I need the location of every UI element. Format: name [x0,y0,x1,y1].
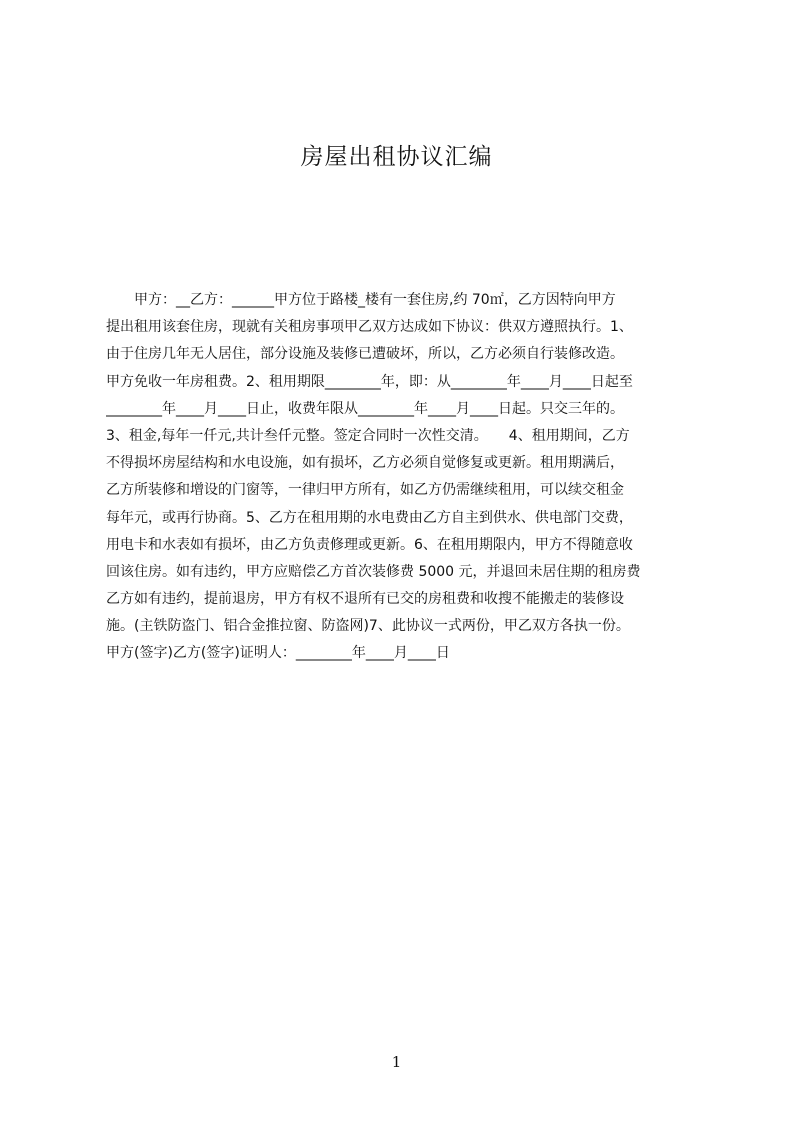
body-line: 回该住房。如有违约，甲方应赔偿乙方首次装修费 5000 元，并退回未居住期的租房费 [106,563,641,580]
body-line: ________年____月____日止，收费年限从________年____月____日起。只交三年的。 [106,400,624,417]
body-line: 甲方免收一年房租费。2、租用期限________年，即：从________年____月____日起至 [106,373,633,390]
body-line: 不得损坏房屋结构和水电设施，如有损坏，乙方必须自觉修复或更新。租用期满后， [106,455,624,472]
body-line: 由于住房几年无人居住，部分设施及装修已遭破坏，所以，乙方必须自行装修改造。 [106,346,624,363]
body-line: 施。(主铁防盗门、铝合金推拉窗、防盗网)7、此协议一式两份，甲乙双方各执一份。 [106,618,630,635]
body-line: 乙方所装修和增设的门窗等，一律归甲方所有，如乙方仍需继续租用，可以续交租金 [106,482,624,499]
body-line: 乙方如有违约，提前退房，甲方有权不退所有已交的房租费和收搜不能搬走的装修设 [106,591,624,608]
signature-line: 甲方(签字)乙方(签字)证明人：________年____月____日 [106,645,450,662]
body-line: 提出租用该套住房，现就有关租房事项甲乙双方达成如下协议：供双方遵照执行。1、 [106,319,633,336]
document-title: 房屋出租协议汇编 [300,144,493,170]
body-line: 每年元，或再行协商。5、乙方在租用期的水电费由乙方自主到供水、供电部门交费， [106,509,633,526]
document-body [106,287,696,668]
page-number: 1 [391,1053,402,1071]
body-line: 用电卡和水表如有损坏，由乙方负责修理或更新。6、在租用期限内，甲方不得随意收 [106,536,633,553]
body-line: 3、租金,每年一仟元,共计叁仟元整。签定合同时一次性交清。 4、租用期间，乙方 [106,427,630,444]
body-line: 甲方：__乙方：______甲方位于路楼_楼有一套住房,约 70㎡，乙方因特向甲方 [106,292,616,308]
